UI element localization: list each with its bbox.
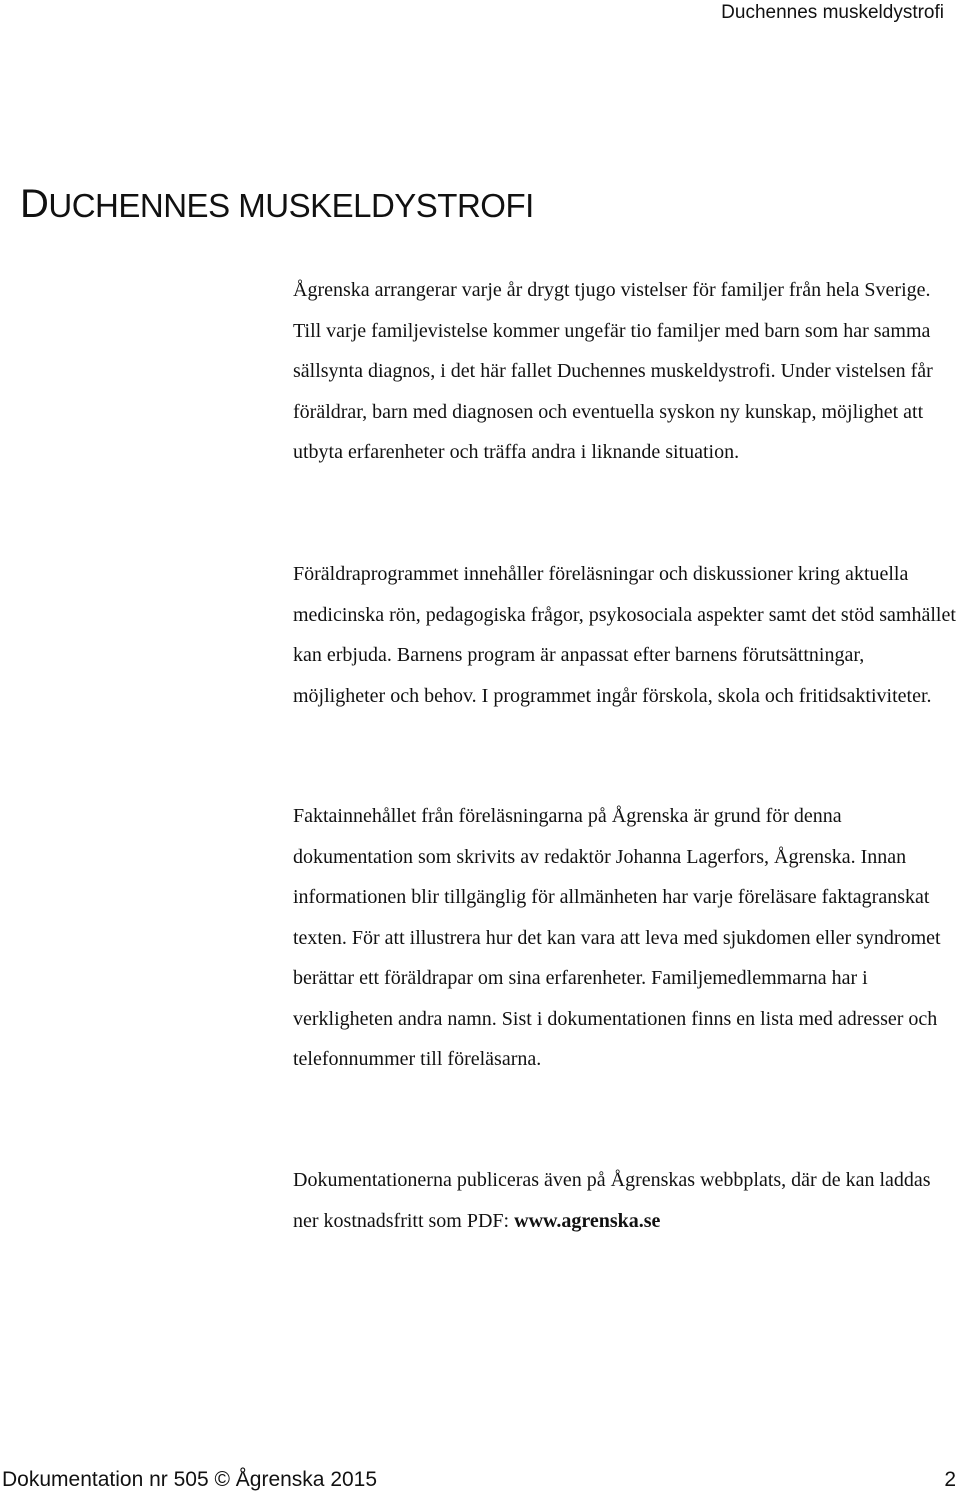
running-header: Duchennes muskeldystrofi xyxy=(721,2,944,23)
page-number: 2 xyxy=(944,1468,956,1491)
publication-paragraph xyxy=(293,1160,957,1241)
page-footer xyxy=(0,1466,956,1493)
program-paragraph: Föräldraprogrammet innehåller föreläsningar och diskussioner kring aktuella medicinska rön, pedagogiska frågor, psykosociala aspekter samt det stöd samhället kan erbjuda. Barnens program är anpassat efter barnens förutsättningar, möjligheter och behov. I programmet ingår förskola, skola och fritidsaktiviteter. xyxy=(293,563,956,707)
intro-paragraph: Ågrenska arrangerar varje år drygt tjugo vistelser för familjer från hela Sverige. Till varje familjevistelse kommer ungefär tio familjer med barn som har samma sällsynta diagnos, i det här fallet Duchennes muskeldystrofi. Under vistelsen får föräldrar, barn med diagnosen och eventuella syskon ny kunskap, möjlighet att utbyta erfarenheter och träffa andra i liknande situation. xyxy=(293,279,933,463)
publication-text: Dokumentationerna publiceras även på Ågrenskas webbplats, där de kan laddas ner kostnadsfritt som PDF: xyxy=(293,1169,931,1232)
document-title xyxy=(20,176,534,234)
title-initial: D xyxy=(20,182,49,226)
documentation-paragraph: Faktainnehållet från föreläsningarna på Ågrenska är grund för denna dokumentation som skrivits av redaktör Johanna Lagerfors, Ågrenska. Innan informationen blir tillgänglig för allmänheten har varje föreläsare faktagranskat texten. För att illustrera hur det kan vara att leva med sjukdomen eller syndromet berättar ett föräldrapar om sina erfarenheter. Familjemedlemmarna har i verkligheten andra namn. Sist i dokumentationen finns en lista med adresser och telefonnummer till föreläsarna. xyxy=(293,805,941,1070)
website-link[interactable]: www.agrenska.se xyxy=(514,1209,661,1232)
footer-copyright: Dokumentation nr 505 © Ågrenska 2015 xyxy=(2,1468,378,1491)
title-rest: UCHENNES MUSKELDYSTROFI xyxy=(48,187,534,224)
